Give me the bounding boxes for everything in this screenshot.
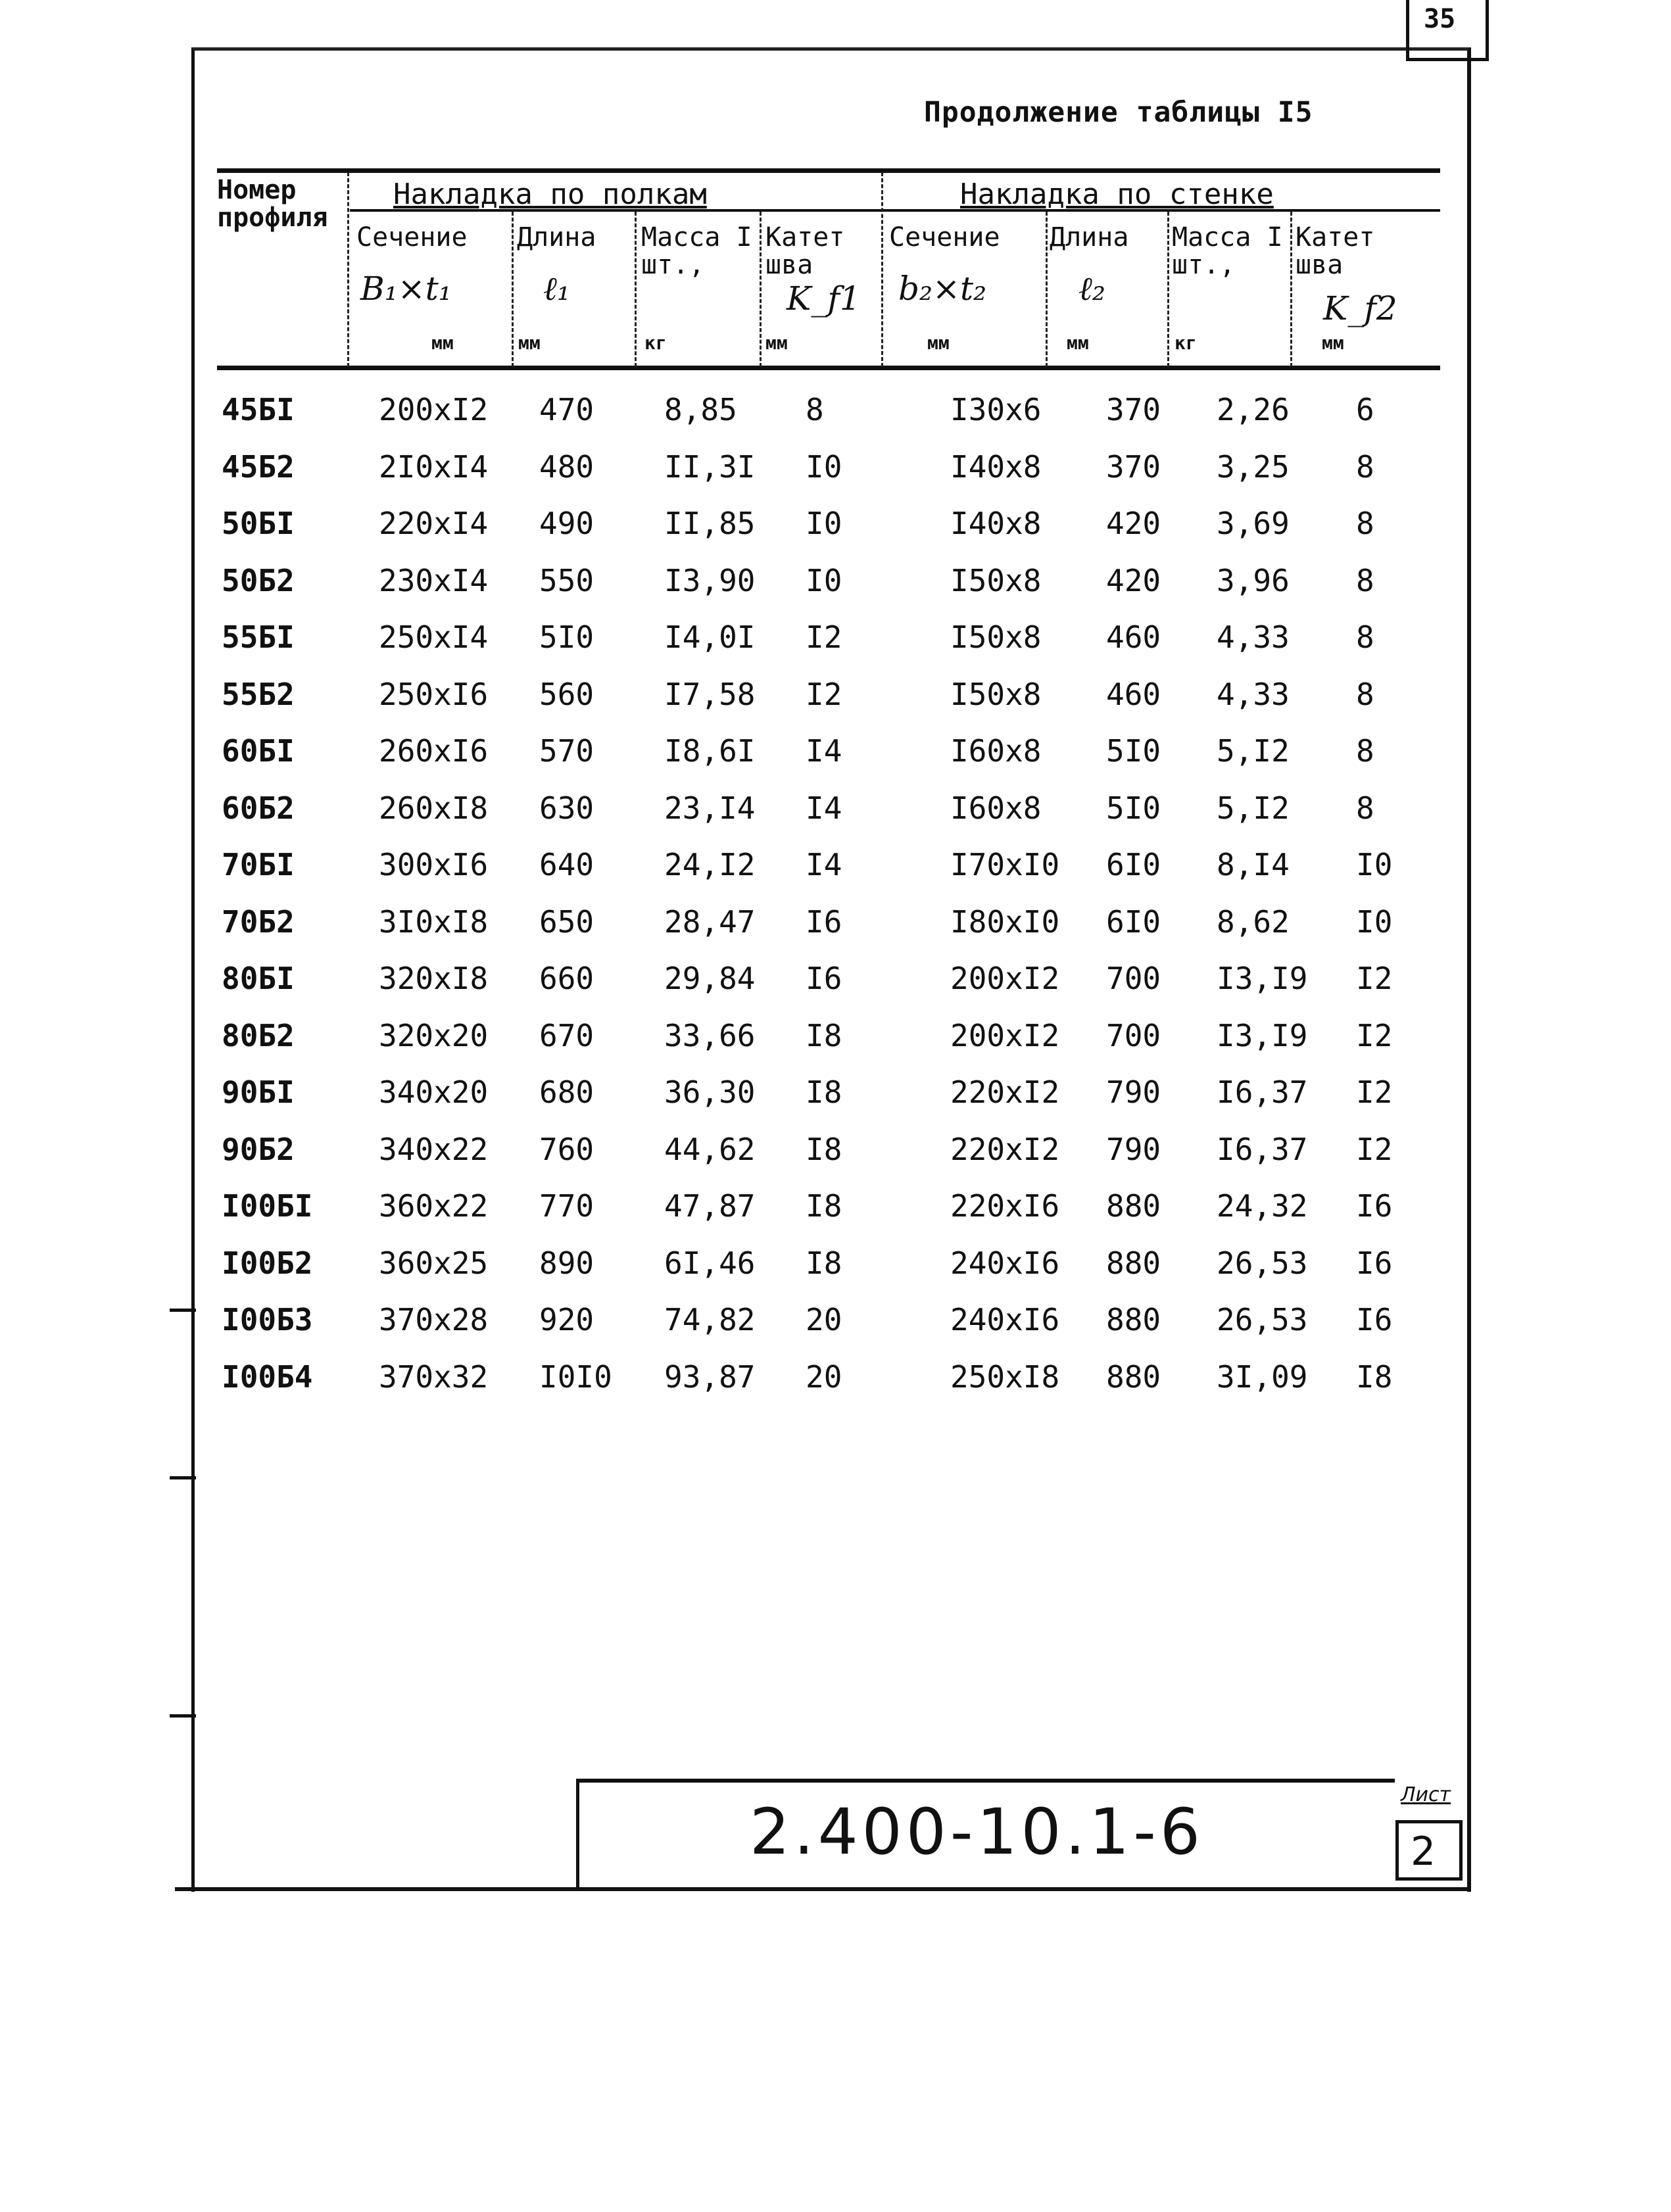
- flange-length-cell: 470: [539, 392, 594, 427]
- flange-section-cell: 230xI4: [379, 562, 489, 598]
- flange-weld-cell: I8: [806, 1245, 842, 1281]
- web-weld-cell: I2: [1356, 1017, 1393, 1053]
- web-length-cell: 700: [1106, 1017, 1161, 1053]
- web-mass-cell: 26,53: [1217, 1245, 1308, 1281]
- web-weld-cell: 8: [1356, 676, 1374, 712]
- web-weld-cell: 8: [1356, 733, 1374, 769]
- sheet-number: 2: [1411, 1829, 1436, 1875]
- web-mass-cell: I6,37: [1217, 1074, 1308, 1110]
- flange-weld-cell: I8: [806, 1074, 842, 1110]
- header-mass-2: Масса I шт.,: [1172, 222, 1283, 280]
- flange-section-cell: 370x32: [379, 1358, 489, 1395]
- flange-weld-cell: 20: [806, 1358, 842, 1395]
- flange-length-cell: 490: [539, 506, 594, 541]
- web-mass-cell: 3I,09: [1217, 1358, 1308, 1395]
- web-mass-cell: 2,26: [1217, 392, 1290, 427]
- flange-weld-cell: 8: [806, 392, 824, 427]
- flange-weld-cell: I8: [806, 1188, 842, 1224]
- web-mass-cell: 5,I2: [1217, 790, 1290, 826]
- flange-section-cell: 360x25: [379, 1245, 489, 1281]
- web-weld-cell: 8: [1356, 562, 1374, 598]
- web-length-cell: 420: [1106, 562, 1161, 598]
- symbol-length-1: ℓ₁: [543, 270, 570, 308]
- web-mass-cell: 26,53: [1217, 1302, 1308, 1337]
- web-weld-cell: 8: [1356, 506, 1374, 541]
- table-row: [0, 894, 1671, 950]
- web-mass-cell: 4,33: [1217, 619, 1290, 655]
- flange-length-cell: 660: [539, 961, 594, 996]
- profile-cell: 70Б2: [222, 903, 295, 940]
- flange-section-cell: 250xI6: [379, 676, 489, 712]
- web-mass-cell: I3,I9: [1217, 1017, 1308, 1053]
- flange-mass-cell: 74,82: [664, 1302, 756, 1337]
- flange-length-cell: 5I0: [539, 619, 594, 655]
- profile-cell: 90Б2: [222, 1131, 295, 1167]
- header-weld-2: Катет шва: [1296, 222, 1375, 280]
- flange-length-cell: 770: [539, 1188, 594, 1224]
- flange-mass-cell: I7,58: [664, 676, 756, 712]
- unit-mass-1: кг: [644, 332, 667, 354]
- profile-cell: I00Б3: [222, 1302, 313, 1337]
- table-row: [0, 1007, 1671, 1064]
- binding-tick: [170, 1476, 196, 1479]
- flange-length-cell: 760: [539, 1131, 594, 1167]
- flange-section-cell: 300xI6: [379, 847, 489, 882]
- flange-weld-cell: I4: [806, 847, 842, 882]
- web-weld-cell: I8: [1356, 1358, 1393, 1395]
- flange-mass-cell: 44,62: [664, 1131, 756, 1167]
- profile-cell: 90БI: [222, 1074, 295, 1110]
- web-weld-cell: 8: [1356, 619, 1374, 655]
- web-section-cell: 240xI6: [950, 1245, 1060, 1281]
- table-row: [0, 1121, 1671, 1178]
- flange-weld-cell: I6: [806, 903, 842, 940]
- flange-section-cell: 3I0xI8: [379, 903, 489, 940]
- flange-section-cell: 200xI2: [379, 392, 489, 427]
- web-section-cell: I40x8: [950, 448, 1042, 485]
- column-divider: [635, 212, 637, 367]
- flange-weld-cell: I2: [806, 676, 842, 712]
- profile-cell: 45БI: [222, 392, 295, 427]
- flange-mass-cell: I4,0I: [664, 619, 756, 655]
- profile-cell: 60Б2: [222, 790, 295, 826]
- flange-length-cell: 630: [539, 790, 594, 826]
- table-row: [0, 381, 1671, 438]
- flange-section-cell: 260xI6: [379, 733, 489, 769]
- web-length-cell: 5I0: [1106, 733, 1161, 769]
- symbol-length-2: ℓ₂: [1078, 270, 1105, 308]
- profile-cell: 80Б2: [222, 1017, 295, 1053]
- flange-length-cell: I0I0: [539, 1358, 612, 1395]
- unit-length-2: мм: [1067, 332, 1089, 354]
- column-divider: [347, 172, 349, 367]
- web-length-cell: 460: [1106, 676, 1161, 712]
- flange-length-cell: 680: [539, 1074, 594, 1110]
- web-length-cell: 880: [1106, 1188, 1161, 1224]
- symbol-weld-2: K_f2: [1323, 289, 1397, 327]
- web-section-cell: I60x8: [950, 790, 1042, 826]
- web-section-cell: I30x6: [950, 392, 1042, 427]
- table-row: [0, 1349, 1671, 1405]
- web-section-cell: I40x8: [950, 506, 1042, 541]
- web-length-cell: 700: [1106, 961, 1161, 996]
- flange-length-cell: 640: [539, 847, 594, 882]
- web-mass-cell: 5,I2: [1217, 733, 1290, 769]
- web-section-cell: 220xI2: [950, 1131, 1060, 1167]
- flange-weld-cell: I4: [806, 790, 842, 826]
- flange-weld-cell: I8: [806, 1131, 842, 1167]
- web-mass-cell: 3,69: [1217, 506, 1290, 541]
- flange-section-cell: 370x28: [379, 1302, 489, 1337]
- table-row: [0, 1178, 1671, 1234]
- web-length-cell: 880: [1106, 1358, 1161, 1395]
- web-weld-cell: I6: [1356, 1188, 1393, 1224]
- header-mass-1: Масса I шт.,: [641, 222, 752, 280]
- flange-section-cell: 340x22: [379, 1131, 489, 1167]
- sheet-number-box: [1395, 1820, 1463, 1881]
- web-section-cell: I50x8: [950, 562, 1042, 598]
- flange-weld-cell: I4: [806, 733, 842, 769]
- table-row: [0, 439, 1671, 495]
- profile-cell: 80БI: [222, 961, 295, 996]
- flange-length-cell: 480: [539, 448, 594, 485]
- web-weld-cell: 6: [1356, 392, 1374, 427]
- profile-cell: 55БI: [222, 619, 295, 655]
- web-section-cell: I50x8: [950, 676, 1042, 712]
- header-length-1: Длина: [517, 222, 596, 252]
- flange-weld-cell: I2: [806, 619, 842, 655]
- flange-weld-cell: I0: [806, 506, 842, 541]
- profile-cell: 50Б2: [222, 562, 295, 598]
- table-row: [0, 1064, 1671, 1120]
- flange-mass-cell: 24,I2: [664, 847, 756, 882]
- web-mass-cell: 3,96: [1217, 562, 1290, 598]
- flange-mass-cell: 47,87: [664, 1188, 756, 1224]
- flange-weld-cell: I6: [806, 961, 842, 996]
- flange-mass-cell: 6I,46: [664, 1245, 756, 1281]
- web-length-cell: 790: [1106, 1131, 1161, 1167]
- unit-weld-1: мм: [765, 332, 788, 354]
- table-row: [0, 780, 1671, 836]
- unit-section-1: мм: [431, 332, 454, 354]
- flange-mass-cell: 28,47: [664, 903, 756, 940]
- profile-cell: 60БI: [222, 733, 295, 769]
- table-caption: Продолжение таблицы I5: [924, 96, 1313, 129]
- header-profile: Номер профиля: [217, 175, 328, 233]
- web-weld-cell: I0: [1356, 847, 1393, 882]
- flange-weld-cell: 20: [806, 1302, 842, 1337]
- flange-section-cell: 320xI8: [379, 961, 489, 996]
- header-group-flange: Накладка по полкам: [393, 178, 707, 211]
- column-divider: [881, 172, 883, 367]
- profile-cell: 50БI: [222, 506, 295, 541]
- flange-mass-cell: II,3I: [664, 448, 756, 485]
- web-mass-cell: I6,37: [1217, 1131, 1308, 1167]
- web-length-cell: 370: [1106, 448, 1161, 485]
- page-number-box: [1406, 0, 1489, 61]
- flange-mass-cell: 8,85: [664, 392, 737, 427]
- web-weld-cell: I6: [1356, 1245, 1393, 1281]
- web-weld-cell: 8: [1356, 790, 1374, 826]
- web-mass-cell: 4,33: [1217, 676, 1290, 712]
- table-row: [0, 552, 1671, 609]
- flange-section-cell: 340x20: [379, 1074, 489, 1110]
- header-section-1: Сечение: [356, 222, 468, 252]
- flange-weld-cell: I8: [806, 1017, 842, 1053]
- flange-length-cell: 890: [539, 1245, 594, 1281]
- unit-weld-2: мм: [1322, 332, 1344, 354]
- column-divider: [1167, 212, 1169, 367]
- symbol-weld-1: K_f1: [787, 279, 861, 318]
- page-number: 35: [1424, 4, 1456, 34]
- web-weld-cell: I6: [1356, 1302, 1393, 1337]
- flange-length-cell: 550: [539, 562, 594, 598]
- web-section-cell: 200xI2: [950, 1017, 1060, 1053]
- flange-section-cell: 220xI4: [379, 506, 489, 541]
- header-bottom-rule: [217, 366, 1440, 370]
- header-section-2: Сечение: [889, 222, 1000, 252]
- unit-mass-2: кг: [1175, 332, 1197, 354]
- profile-cell: 45Б2: [222, 448, 295, 485]
- web-section-cell: 220xI2: [950, 1074, 1060, 1110]
- web-length-cell: 880: [1106, 1245, 1161, 1281]
- table-row: [0, 609, 1671, 665]
- flange-mass-cell: 29,84: [664, 961, 756, 996]
- flange-mass-cell: 36,30: [664, 1074, 756, 1110]
- column-divider: [512, 212, 514, 367]
- web-section-cell: I50x8: [950, 619, 1042, 655]
- profile-cell: I00БI: [222, 1188, 313, 1224]
- web-length-cell: 420: [1106, 506, 1161, 541]
- column-divider: [1046, 212, 1048, 367]
- web-weld-cell: I0: [1356, 903, 1393, 940]
- binding-tick: [170, 1714, 196, 1718]
- table-row: [0, 666, 1671, 723]
- flange-section-cell: 320x20: [379, 1017, 489, 1053]
- flange-length-cell: 560: [539, 676, 594, 712]
- table-row: [0, 836, 1671, 893]
- flange-mass-cell: I3,90: [664, 562, 756, 598]
- column-divider: [1290, 212, 1292, 367]
- table-row: [0, 723, 1671, 779]
- profile-cell: I00Б4: [222, 1358, 313, 1395]
- flange-mass-cell: 93,87: [664, 1358, 756, 1395]
- web-length-cell: 5I0: [1106, 790, 1161, 826]
- web-mass-cell: 8,62: [1217, 903, 1290, 940]
- table-row: [0, 1235, 1671, 1291]
- flange-mass-cell: 33,66: [664, 1017, 756, 1053]
- web-length-cell: 790: [1106, 1074, 1161, 1110]
- web-section-cell: 220xI6: [950, 1188, 1060, 1224]
- flange-mass-cell: I8,6I: [664, 733, 756, 769]
- web-section-cell: I60x8: [950, 733, 1042, 769]
- web-weld-cell: I2: [1356, 1131, 1393, 1167]
- header-group-web: Накладка по стенке: [960, 178, 1274, 211]
- web-mass-cell: 8,I4: [1217, 847, 1290, 882]
- web-length-cell: 460: [1106, 619, 1161, 655]
- web-length-cell: 6I0: [1106, 903, 1161, 940]
- document-code: 2.400-10.1-6: [750, 1795, 1204, 1869]
- table-row: [0, 950, 1671, 1007]
- profile-cell: I00Б2: [222, 1245, 313, 1281]
- web-length-cell: 880: [1106, 1302, 1161, 1337]
- column-divider: [760, 212, 762, 367]
- table-row: [0, 1291, 1671, 1348]
- web-length-cell: 6I0: [1106, 847, 1161, 882]
- web-section-cell: 200xI2: [950, 961, 1060, 996]
- unit-section-2: мм: [927, 332, 950, 354]
- flange-weld-cell: I0: [806, 562, 842, 598]
- flange-section-cell: 260xI8: [379, 790, 489, 826]
- profile-cell: 70БI: [222, 847, 295, 882]
- flange-length-cell: 570: [539, 733, 594, 769]
- header-top-rule: [217, 168, 1440, 173]
- web-section-cell: 250xI8: [950, 1358, 1060, 1395]
- web-weld-cell: I2: [1356, 1074, 1393, 1110]
- flange-mass-cell: II,85: [664, 506, 756, 541]
- web-section-cell: I80xI0: [950, 903, 1060, 940]
- web-mass-cell: I3,I9: [1217, 961, 1308, 996]
- web-mass-cell: 24,32: [1217, 1188, 1308, 1224]
- profile-cell: 55Б2: [222, 676, 295, 712]
- web-section-cell: I70xI0: [950, 847, 1060, 882]
- web-weld-cell: I2: [1356, 961, 1393, 996]
- flange-length-cell: 670: [539, 1017, 594, 1053]
- flange-mass-cell: 23,I4: [664, 790, 756, 826]
- flange-length-cell: 650: [539, 903, 594, 940]
- flange-section-cell: 360x22: [379, 1188, 489, 1224]
- web-weld-cell: 8: [1356, 448, 1374, 485]
- flange-section-cell: 2I0xI4: [379, 448, 489, 485]
- web-section-cell: 240xI6: [950, 1302, 1060, 1337]
- web-length-cell: 370: [1106, 392, 1161, 427]
- symbol-section-2: b₂×t₂: [898, 270, 987, 308]
- flange-section-cell: 250xI4: [379, 619, 489, 655]
- sheet-label: Лист: [1401, 1783, 1451, 1806]
- header-weld-1: Катет шва: [765, 222, 845, 280]
- table-row: [0, 495, 1671, 552]
- header-length-2: Длина: [1050, 222, 1129, 252]
- symbol-section-1: B₁×t₁: [360, 270, 452, 308]
- web-mass-cell: 3,25: [1217, 448, 1290, 485]
- flange-length-cell: 920: [539, 1302, 594, 1337]
- flange-weld-cell: I0: [806, 448, 842, 485]
- unit-length-1: мм: [518, 332, 541, 354]
